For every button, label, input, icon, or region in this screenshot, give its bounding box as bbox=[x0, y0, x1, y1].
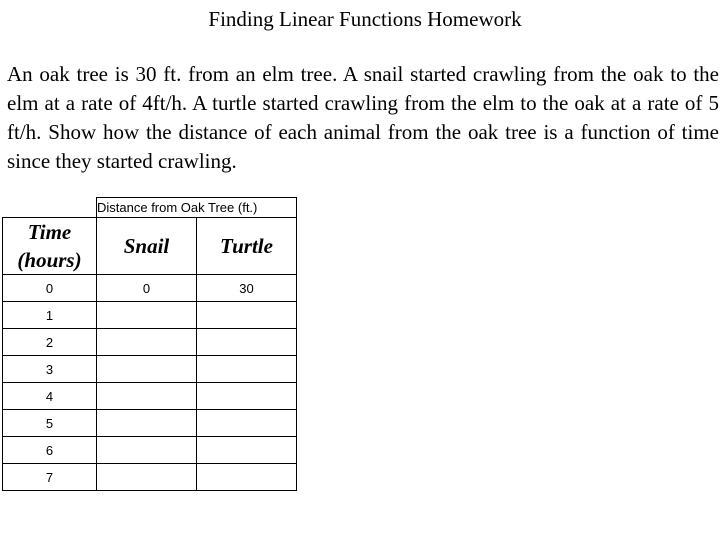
table-group-header-row bbox=[3, 198, 297, 218]
cell-time: 4 bbox=[3, 383, 97, 410]
cell-snail bbox=[97, 464, 197, 491]
cell-turtle bbox=[197, 437, 297, 464]
column-header-snail: Snail bbox=[97, 218, 197, 275]
cell-time: 0 bbox=[3, 275, 97, 302]
table-row bbox=[3, 275, 297, 302]
column-header-time-line1: Time bbox=[27, 220, 72, 244]
cell-time: 2 bbox=[3, 329, 97, 356]
cell-turtle bbox=[197, 356, 297, 383]
column-header-time bbox=[3, 218, 97, 275]
table-corner-cell bbox=[3, 198, 97, 218]
cell-snail: 0 bbox=[97, 275, 197, 302]
table-row bbox=[3, 383, 297, 410]
cell-turtle: 30 bbox=[197, 275, 297, 302]
cell-turtle bbox=[197, 410, 297, 437]
cell-turtle bbox=[197, 464, 297, 491]
cell-snail bbox=[97, 329, 197, 356]
table-row bbox=[3, 464, 297, 491]
table-row bbox=[3, 329, 297, 356]
cell-time: 6 bbox=[3, 437, 97, 464]
cell-turtle bbox=[197, 383, 297, 410]
problem-statement: An oak tree is 30 ft. from an elm tree. A snail started crawling from the oak to the elm at a rate of 4ft/h. A turtle started crawling from the elm to the oak at a rate of 5 ft/h. Show how the distance of each animal from the oak tree is a function of time since they started crawling. bbox=[7, 62, 719, 173]
cell-time: 5 bbox=[3, 410, 97, 437]
distance-table bbox=[2, 197, 297, 491]
cell-snail bbox=[97, 410, 197, 437]
cell-time: 1 bbox=[3, 302, 97, 329]
cell-snail bbox=[97, 356, 197, 383]
cell-turtle bbox=[197, 329, 297, 356]
cell-turtle bbox=[197, 302, 297, 329]
cell-time: 3 bbox=[3, 356, 97, 383]
cell-snail bbox=[97, 437, 197, 464]
group-header-distance: Distance from Oak Tree (ft.) bbox=[97, 198, 297, 218]
column-header-turtle: Turtle bbox=[197, 218, 297, 275]
cell-snail bbox=[97, 302, 197, 329]
page-title: Finding Linear Functions Homework bbox=[208, 7, 522, 31]
table-header-row bbox=[3, 218, 297, 275]
table-row bbox=[3, 437, 297, 464]
cell-time: 7 bbox=[3, 464, 97, 491]
table-row bbox=[3, 410, 297, 437]
table-row bbox=[3, 356, 297, 383]
column-header-time-line2: (hours) bbox=[17, 248, 82, 272]
cell-snail bbox=[97, 383, 197, 410]
table-row bbox=[3, 302, 297, 329]
